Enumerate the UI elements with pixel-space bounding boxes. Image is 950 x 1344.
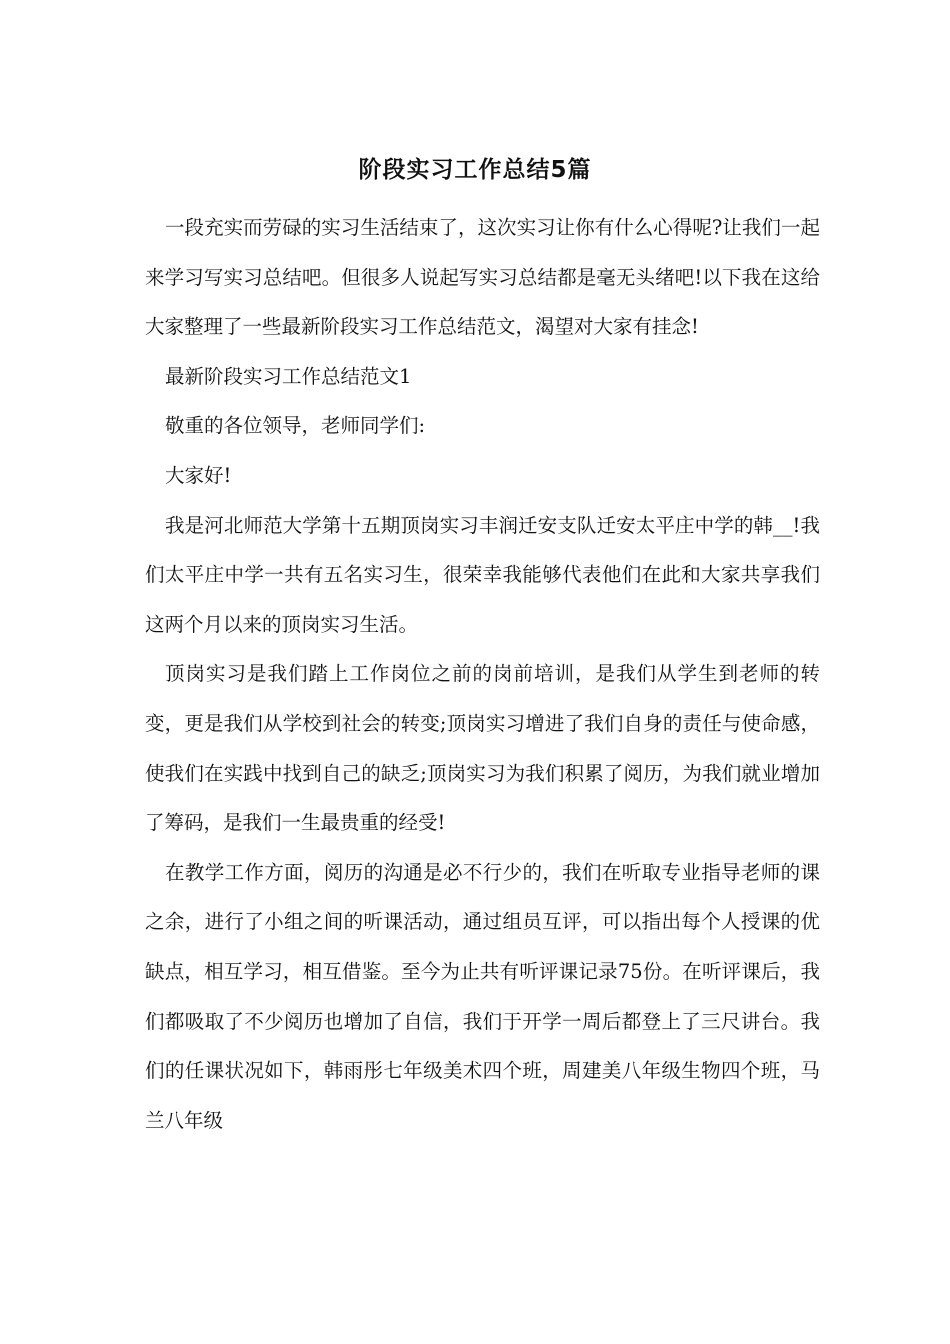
body-paragraph: 顶岗实习是我们踏上工作岗位之前的岗前培训，是我们从学生到老师的转变，更是我们从学校到社会的转变;顶岗实习增进了我们自身的责任与使命感，使我们在实践中找到自己的缺乏;顶岗实习为我们积累了阅历，为我们就业增加了筹码，是我们一生最贵重的经受!	[145, 662, 820, 835]
greeting: 大家好!	[165, 463, 232, 487]
document-body	[145, 203, 820, 1145]
intro-paragraph: 一段充实而劳碌的实习生活结束了，这次实习让你有什么心得呢?让我们一起来学习写实习总结吧。但很多人说起写实习总结都是毫无头绪吧!以下我在这给大家整理了一些最新阶段实习工作总结范文，渴望对大家有挂念!	[145, 216, 820, 339]
body-paragraph: 我是河北师范大学第十五期顶岗实习丰润迁安支队迁安太平庄中学的韩__!我们太平庄中学一共有五名实习生，很荣幸我能够代表他们在此和大家共享我们这两个月以来的顶岗实习生活。	[145, 513, 820, 636]
document-title: 阶段实习工作总结5篇	[358, 157, 592, 183]
section-heading: 最新阶段实习工作总结范文1	[165, 364, 412, 388]
salutation: 敬重的各位领导，老师同学们:	[165, 414, 426, 438]
body-paragraph: 在教学工作方面，阅历的沟通是必不行少的，我们在听取专业指导老师的课之余，进行了小组之间的听课活动，通过组员互评，可以指出每个人授课的优缺点，相互学习，相互借鉴。至今为止共有听评课记录75份。在听评课后，我们都吸取了不少阅历也增加了自信，我们于开学一周后都登上了三尺讲台。我们的任课状况如下，韩雨彤七年级美术四个班，周建美八年级生物四个班，马兰八年级	[145, 860, 820, 1132]
